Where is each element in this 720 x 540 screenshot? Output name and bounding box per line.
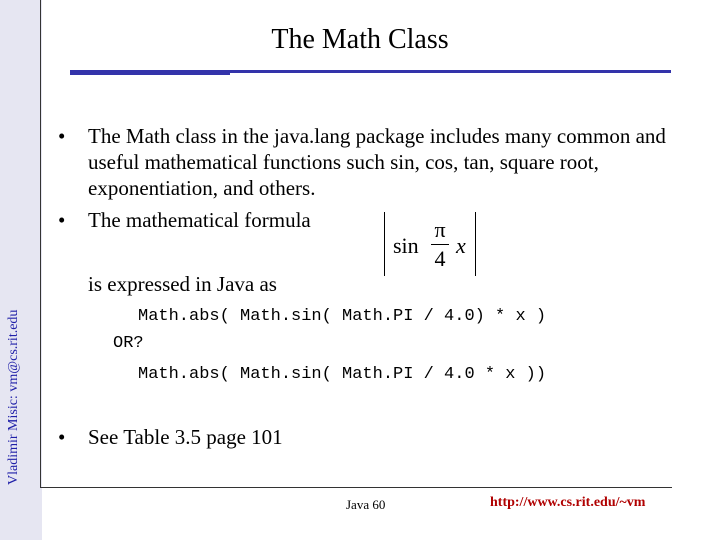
code-line-1: Math.abs( Math.sin( Math.PI / 4.0) * x ) xyxy=(138,307,547,326)
code-line-2: Math.abs( Math.sin( Math.PI / 4.0 * x )) xyxy=(138,365,547,384)
bullet-dot: • xyxy=(58,208,66,232)
title-underline-accent xyxy=(70,70,230,75)
or-label: OR? xyxy=(113,334,144,353)
formula-variable: x xyxy=(456,233,466,258)
fraction-bar xyxy=(431,244,449,245)
slide-title-text: The Math Class xyxy=(271,24,449,55)
bullet-dot: • xyxy=(58,425,66,449)
math-formula xyxy=(384,212,476,276)
footer-url[interactable]: http://www.cs.rit.edu/~vm xyxy=(490,495,646,510)
bullet-dot: • xyxy=(58,124,66,148)
bullet-text: The mathematical formula xyxy=(88,208,311,232)
formula-function: sin xyxy=(393,233,419,258)
formula-denominator: 4 xyxy=(434,246,446,271)
author-credit: Vladimir Misic: vm@cs.rit.edu xyxy=(6,309,21,485)
expressed-text: is expressed in Java as xyxy=(88,272,277,296)
formula-numerator: π xyxy=(434,217,446,242)
bullet-text: See Table 3.5 page 101 xyxy=(88,425,283,449)
slide-title xyxy=(0,24,720,56)
bullet-text: The Math class in the java.lang package includes many common and useful mathematical functions such sin, cos, tan, square root, exponentiation, and others. xyxy=(88,124,666,200)
footer-page-label: Java 60 xyxy=(346,497,386,512)
footer-divider xyxy=(40,487,672,488)
formula-fraction xyxy=(429,217,451,272)
